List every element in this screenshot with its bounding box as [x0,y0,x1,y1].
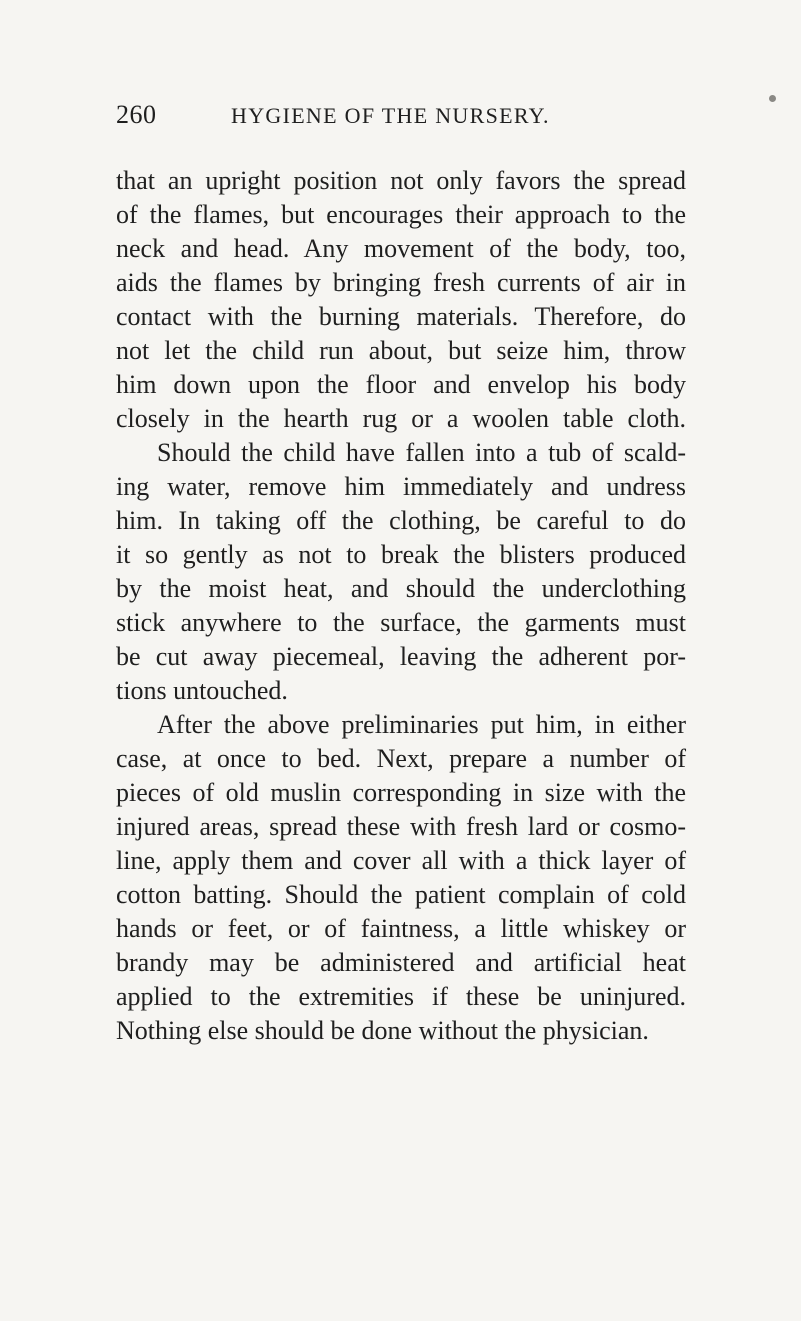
text-line: contact with the burning materials. Therefore, do [116,302,686,331]
running-title: HYGIENE OF THE NURSERY. [231,103,550,128]
text-line: stick anywhere to the surface, the garments must [116,608,686,637]
text-line: tions untouched. [116,676,288,705]
text-line: applied to the extremities if these be uninjured. [116,982,686,1011]
text-line: pieces of old muslin corresponding in size with the [116,778,686,807]
text-line: of the flames, but encourages their approach to the [116,200,686,229]
text-line: him down upon the floor and envelop his body [116,370,686,399]
text-line: ing water, remove him immediately and undress [116,472,686,501]
text-line: be cut away piecemeal, leaving the adherent por- [116,642,686,671]
running-head [116,100,673,140]
text-line: not let the child run about, but seize him, throw [116,336,686,365]
text-line: cotton batting. Should the patient complain of cold [116,880,686,909]
text-line: After the above preliminaries put him, in either [157,710,686,739]
text-line: closely in the hearth rug or a woolen table cloth. [116,404,686,433]
ink-spot [769,95,776,102]
text-line: that an upright position not only favors the spread [116,166,686,195]
page-number: 260 [116,100,157,129]
text-line: neck and head. Any movement of the body, too, [116,234,686,263]
text-line: injured areas, spread these with fresh lard or cosmo- [116,812,686,841]
text-line: Nothing else should be done without the physician. [116,1016,649,1045]
text-line: line, apply them and cover all with a thick layer of [116,846,686,875]
text-line: hands or feet, or of faintness, a little whiskey or [116,914,686,943]
text-line: it so gently as not to break the blisters produced [116,540,686,569]
text-line: case, at once to bed. Next, prepare a number of [116,744,686,773]
text-line: by the moist heat, and should the underclothing [116,574,686,603]
text-line: Should the child have fallen into a tub of scald- [157,438,686,467]
text-line: brandy may be administered and artificial heat [116,948,686,977]
text-line: aids the flames by bringing fresh currents of air in [116,268,686,297]
body-text [116,164,686,1048]
text-line: him. In taking off the clothing, be careful to do [116,506,686,535]
